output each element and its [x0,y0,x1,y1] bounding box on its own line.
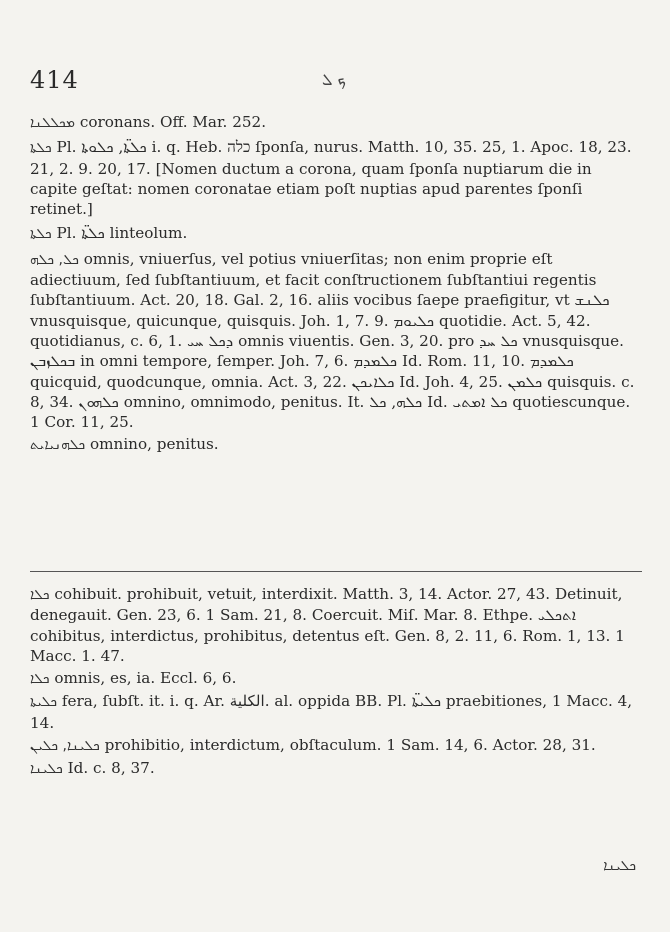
entry [30,137,642,219]
headword: ܟܠܐ [30,587,50,603]
definition: cohibuit. prohibuit, vetuit, interdixit. Matth. 3, 14. Actor. 27, 43. Detinuit, denegauit. Gen. 23, 6. 1 Sam. 21, 8. Coercuit. Miſ. Mar. 8. Ethpe. ܐܬܟܠܝ cohibitus, interdictus, prohibitus, detentus eſt. Gen. 8, 2. 11, 6. Rom. 1, 13. 1 Macc. 1. 47. [30,585,625,665]
entry [30,735,642,756]
headword: ܟܠܝܬܐ [30,694,58,711]
entry [30,691,642,733]
headword: ܟܠܗܢܝܐܝܬ [30,437,86,454]
entry [30,668,642,689]
definition: omnino, penitus. [90,435,219,454]
entry [30,112,642,133]
definition: coronans. Off. Mar. 252. [79,113,267,131]
headword: ܟܠܝܢܐ [30,761,63,778]
entry [30,584,642,666]
entry [30,249,642,433]
definition: Pl. ܟܠܬ̈ܐ, ܟܠܘܬܐ i. q. Heb. כלה ſponſa, nurus. Matth. 10, 35. 25, 1. Apoc. 18, 23. 21, 2. 9. 20, 17. [Nomen ductum a corona, quam ſponſa nuptiarum die in capite geſtat: nomen coronatae etiam poſt nuptias apud parentes ſponſi retinet.] [30,138,632,219]
section-rule [30,571,642,572]
catchword: ܟܠܝܢܐ [603,858,636,874]
headword: ܟܠܬܐ [30,226,52,243]
entry [30,758,642,779]
running-head: ܟ ܠ [322,70,347,89]
headword: ܟܠܝܢܐ, ܟܠܝܢ [30,738,100,755]
headword: ܟܠܐ [30,671,50,688]
definition: omnis, es, ia. Eccl. 6, 6. [54,669,237,688]
entry [30,434,642,455]
definition: prohibitio, interdictum, obſtaculum. 1 Sam. 14, 6. Actor. 28, 31. [104,736,596,755]
entry [30,223,642,244]
definition: Id. c. 8, 37. [67,759,155,778]
headword: ܟܠܬܐ [30,140,52,157]
entries-top [30,112,642,456]
definition: omnis, vniuerſus, vel potius vniuerſitas; non enim proprie eſt adiectiuum, ſed ſubſtantiuum, et facit conſtructionem ſubſtantiui regentis ſubſtantiuum. Act. 20, 18. Gal. 2, 16. aliis vocibus ſaepe praefigitur, vt ܟܠܢܫ vnusquisque, quicunque, quisquis. Joh. 1, 7. 9. ܟܠܝܘܡ quotidie. Act. 5, 42. quotidianus, c. 6, 1. ܕܟܠ ܚܝ omnis viuentis. Gen. 3, 20. pro ܟܠ ܚܕ vnusquisque. ܒܟܠܙܒܢ in omni tempore, ſemper. Joh. 7, 6. ܟܠܡܕܡ Id. Rom. 11, 10. ܟܠܡܕܡ quicquid, quodcunque, omnia. Act. 3, 22. ܟܠܐܝܟܢ Id. Joh. 4, 25. ܟܠܡܢ quisquis. c. 8, 34. ܟܠܗܘܢ omnino, omnimodo, penitus. It. ܟܠܗ, ܟܠ Id. ܟܠ ܐܡܬܝ quotiescunque. 1 Cor. 11, 25. [30,249,635,432]
headword: ܡܟܠܠܢܐ [30,115,76,131]
definition: fera, ſubſt. it. i. q. Ar. الكلية. al. oppida BB. Pl. ܟܠܝܬ̈ܐ praebitiones, 1 Macc. 4, 14. [30,692,633,732]
definition: Pl. ܟܠܬ̈ܐ linteolum. [56,224,188,243]
page-number: 414 [30,66,79,94]
entries-bottom [30,584,642,780]
headword: ܟܠ, ܟܠܗ [30,251,79,268]
